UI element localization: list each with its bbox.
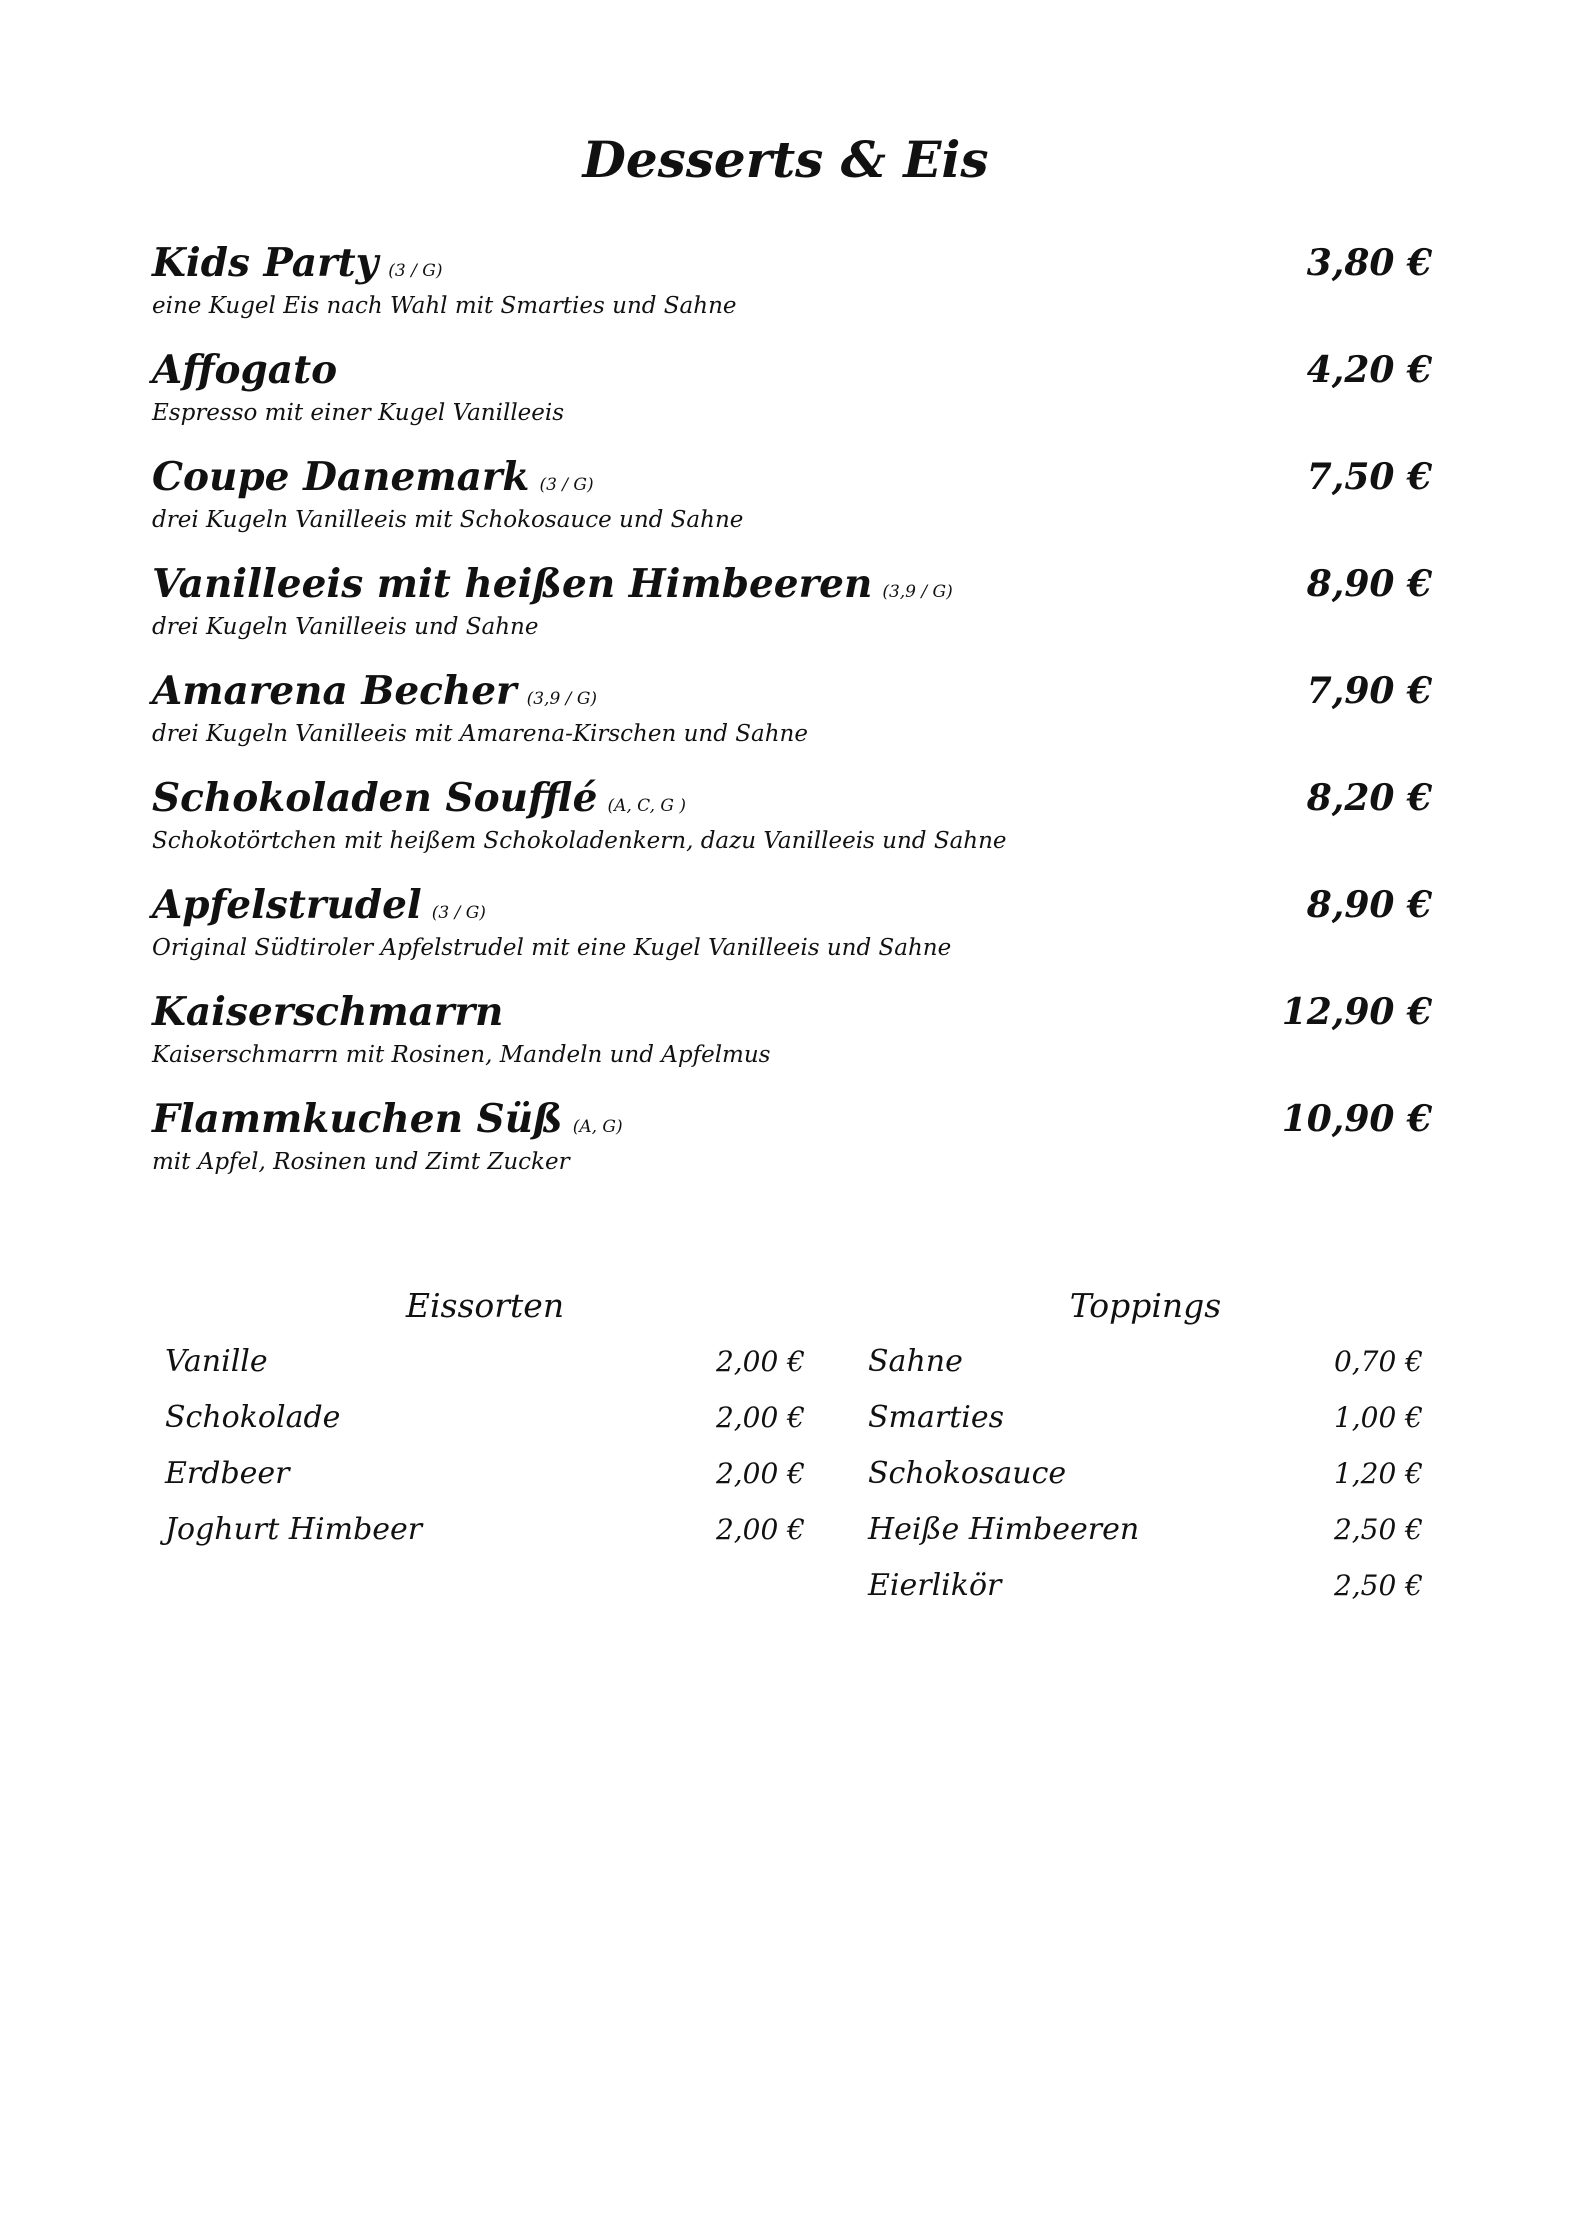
dessert-name bbox=[152, 877, 486, 941]
dessert-name-text: Kids Party bbox=[152, 240, 379, 286]
list-item bbox=[165, 1336, 805, 1392]
flavor-price: 2,00 € bbox=[715, 1457, 805, 1490]
dessert-item-affogato bbox=[152, 342, 1432, 449]
dessert-description: drei Kugeln Vanilleeis und Sahne bbox=[152, 614, 539, 640]
dessert-description: eine Kugel Eis nach Wahl mit Smarties und Sahne bbox=[152, 293, 737, 319]
dessert-description: Schokotörtchen mit heißem Schokoladenkern, dazu Vanilleeis und Sahne bbox=[152, 828, 1007, 854]
dessert-price: 4,20 € bbox=[1306, 349, 1432, 391]
dessert-price: 8,20 € bbox=[1306, 777, 1432, 819]
list-item bbox=[868, 1448, 1423, 1504]
flavor-name: Joghurt Himbeer bbox=[165, 1512, 423, 1547]
dessert-name bbox=[152, 1091, 623, 1155]
page-title: Desserts & Eis bbox=[582, 130, 989, 189]
dessert-list bbox=[152, 235, 1432, 1198]
dessert-name bbox=[152, 235, 443, 299]
topping-price: 0,70 € bbox=[1333, 1345, 1423, 1378]
allergen-codes: (3,9 / G) bbox=[882, 582, 953, 602]
dessert-price: 3,80 € bbox=[1306, 242, 1432, 284]
eissorten-title: Eissorten bbox=[405, 1286, 565, 1325]
dessert-price: 12,90 € bbox=[1281, 991, 1432, 1033]
dessert-name-text: Apfelstrudel bbox=[152, 882, 422, 928]
dessert-item-schokoladen-souffle bbox=[152, 770, 1432, 877]
allergen-codes: (A, G) bbox=[572, 1117, 623, 1137]
dessert-price: 7,50 € bbox=[1306, 456, 1432, 498]
allergen-codes: (3 / G) bbox=[539, 475, 594, 495]
dessert-description: Kaiserschmarrn mit Rosinen, Mandeln und Apfelmus bbox=[152, 1042, 771, 1068]
dessert-name bbox=[152, 556, 953, 620]
allergen-codes: (3 / G) bbox=[431, 903, 486, 923]
dessert-name-text: Vanilleeis mit heißen Himbeeren bbox=[152, 561, 873, 607]
dessert-price: 10,90 € bbox=[1281, 1098, 1432, 1140]
allergen-codes: (3,9 / G) bbox=[526, 689, 598, 709]
list-item bbox=[868, 1392, 1423, 1448]
toppings-title: Toppings bbox=[1069, 1286, 1222, 1325]
dessert-name-text: Amarena Becher bbox=[152, 668, 517, 714]
topping-price: 2,50 € bbox=[1333, 1569, 1423, 1602]
topping-name: Schokosauce bbox=[868, 1456, 1067, 1491]
dessert-price: 7,90 € bbox=[1306, 670, 1432, 712]
allergen-codes: (3 / G) bbox=[388, 261, 443, 281]
flavor-name: Erdbeer bbox=[165, 1456, 290, 1491]
topping-name: Eierlikör bbox=[868, 1568, 1002, 1603]
dessert-item-coupe-danemark bbox=[152, 449, 1432, 556]
dessert-description: drei Kugeln Vanilleeis mit Amarena-Kirschen und Sahne bbox=[152, 721, 808, 747]
topping-name: Heiße Himbeeren bbox=[868, 1512, 1140, 1547]
dessert-name bbox=[152, 663, 597, 727]
allergen-codes: (A, C, G ) bbox=[607, 796, 686, 816]
dessert-name-text: Schokoladen Soufflé bbox=[152, 775, 598, 821]
dessert-name-text: Coupe Danemark bbox=[152, 454, 530, 500]
topping-name: Smarties bbox=[868, 1400, 1005, 1435]
dessert-name bbox=[152, 984, 503, 1040]
list-item bbox=[868, 1504, 1423, 1560]
flavor-name: Schokolade bbox=[165, 1400, 341, 1435]
dessert-price: 8,90 € bbox=[1306, 884, 1432, 926]
list-item bbox=[165, 1392, 805, 1448]
topping-name: Sahne bbox=[868, 1344, 963, 1379]
list-item bbox=[165, 1448, 805, 1504]
dessert-name-text: Affogato bbox=[152, 347, 338, 393]
dessert-description: mit Apfel, Rosinen und Zimt Zucker bbox=[152, 1149, 570, 1175]
dessert-description: Original Südtiroler Apfelstrudel mit eine Kugel Vanilleeis und Sahne bbox=[152, 935, 952, 961]
dessert-name-text: Flammkuchen Süß bbox=[152, 1096, 563, 1142]
topping-price: 1,00 € bbox=[1333, 1401, 1423, 1434]
dessert-item-apfelstrudel bbox=[152, 877, 1432, 984]
flavor-name: Vanille bbox=[165, 1344, 268, 1379]
list-item bbox=[868, 1336, 1423, 1392]
flavor-price: 2,00 € bbox=[715, 1401, 805, 1434]
dessert-item-kids-party bbox=[152, 235, 1432, 342]
dessert-item-kaiserschmarrn bbox=[152, 984, 1432, 1091]
dessert-name bbox=[152, 449, 594, 513]
dessert-description: drei Kugeln Vanilleeis mit Schokosauce und Sahne bbox=[152, 507, 744, 533]
dessert-name-text: Kaiserschmarrn bbox=[152, 989, 504, 1035]
list-item bbox=[868, 1560, 1423, 1616]
dessert-name bbox=[152, 770, 686, 834]
dessert-price: 8,90 € bbox=[1306, 563, 1432, 605]
topping-price: 2,50 € bbox=[1333, 1513, 1423, 1546]
dessert-item-flammkuchen-suess bbox=[152, 1091, 1432, 1198]
dessert-item-amarena-becher bbox=[152, 663, 1432, 770]
toppings-section bbox=[868, 1280, 1423, 1616]
dessert-description: Espresso mit einer Kugel Vanilleeis bbox=[152, 400, 565, 426]
eissorten-section bbox=[165, 1280, 805, 1560]
flavor-price: 2,00 € bbox=[715, 1345, 805, 1378]
dessert-name bbox=[152, 342, 337, 398]
topping-price: 1,20 € bbox=[1333, 1457, 1423, 1490]
dessert-item-vanilleeis-himbeeren bbox=[152, 556, 1432, 663]
flavor-price: 2,00 € bbox=[715, 1513, 805, 1546]
list-item bbox=[165, 1504, 805, 1560]
